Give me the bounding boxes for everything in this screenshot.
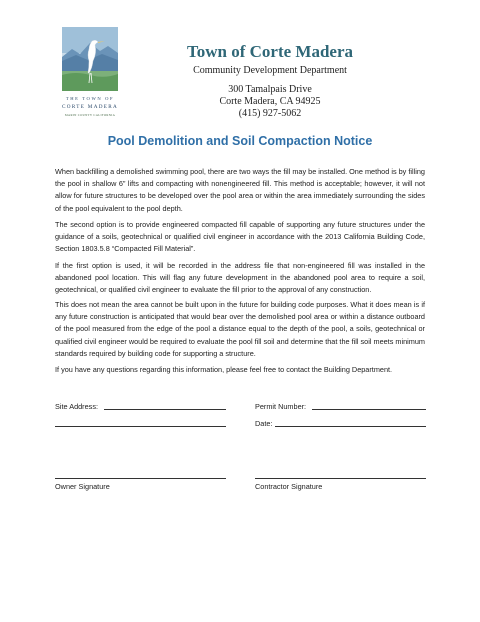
site-address-label: Site Address: <box>55 402 98 411</box>
address-line2: Corte Madera, CA 94925 <box>219 96 321 107</box>
date-label: Date: <box>255 419 273 428</box>
site-address-line[interactable] <box>104 409 226 410</box>
contractor-signature-line[interactable] <box>255 478 426 479</box>
town-name: Town of Corte Madera <box>186 42 354 61</box>
heron-logo-icon <box>62 27 118 91</box>
phone-number: (415) 927-5062 <box>238 108 302 119</box>
address-line1: 300 Tamalpais Drive <box>228 84 312 95</box>
paragraph-4: This does not mean the area cannot be built upon in the future for building code purposes. What it does mean is if any future construction is anticipated that would bear over the demolished pool area or within a distance outboard of the pool measured from the edge of the pool a distance equal to the depth of the pool, a soils, geotechnical or qualified civil engineer would be required to evaluate the pool fill soil and determine that the fill soil meets minimum standards required by building code for supporting a structure. <box>55 300 425 358</box>
site-address-line-2[interactable] <box>55 426 226 427</box>
town-logo <box>62 27 118 119</box>
owner-signature-line[interactable] <box>55 478 226 479</box>
owner-signature-label: Owner Signature <box>55 482 110 491</box>
paragraph-2: The second option is to provide engineered compacted fill capable of supporting any future structures under the guidance of a soils, geotechnical or qualified civil engineer in accordance with the 2013 California Building Code, Section 1803.5.8 “Compacted Fill Material”. <box>55 220 425 254</box>
permit-number-line[interactable] <box>312 409 426 410</box>
date-line[interactable] <box>275 426 426 427</box>
logo-text-line2: CORTE MADERA <box>62 104 119 110</box>
logo-text-line1: THE TOWN OF <box>65 96 115 101</box>
department-name: Community Development Department <box>193 65 347 76</box>
paragraph-3: If the first option is used, it will be recorded in the address file that non-engineered fill was installed in the abandoned pool location. This will flag any future development in the abandoned pool area to require a soil, geotechnical, or qualified civil engineer to evaluate the fill prior to the approval of any construction. <box>55 261 425 295</box>
document-title: Pool Demolition and Soil Compaction Notice <box>107 134 373 148</box>
paragraph-5: If you have any questions regarding this information, please feel free to contact the Building Department. <box>55 365 393 374</box>
paragraph-1: When backfilling a demolished swimming pool, there are two ways the fill may be installed. One method is by filling the pool in shallow 6” lifts and compacting with nonengineered fill. This method is acceptable; however, it will not allow for future structures to be developed over the pool area or within the area immediately surrounding the sides of the pool equivalent to the pool depth. <box>55 167 425 213</box>
contractor-signature-label: Contractor Signature <box>255 482 323 491</box>
permit-number-label: Permit Number: <box>255 402 307 411</box>
logo-text-line3: MARIN COUNTY CALIFORNIA <box>64 113 116 117</box>
